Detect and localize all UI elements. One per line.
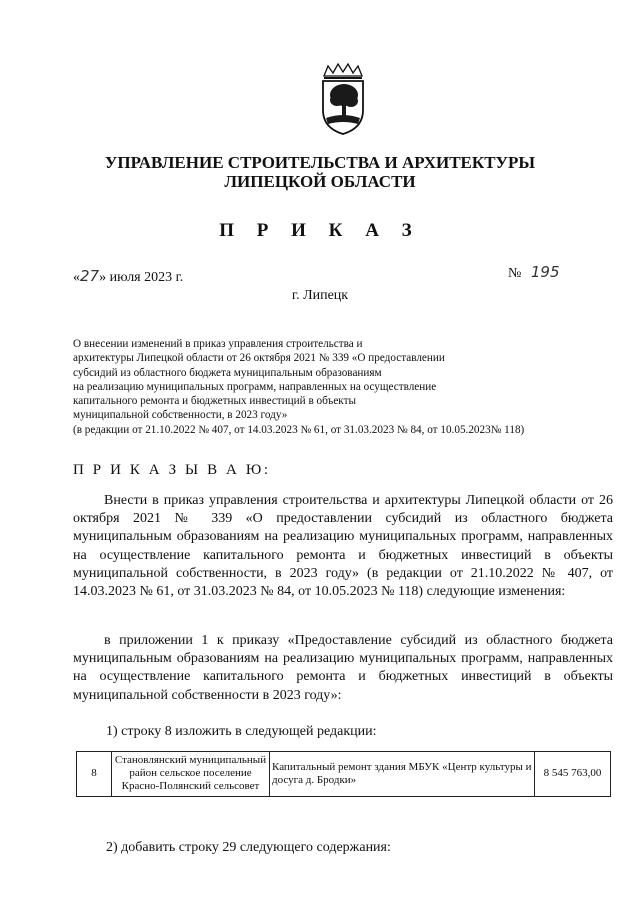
list-item-1: 1) строку 8 изложить в следующей редакции:: [106, 724, 377, 739]
date-month-year: » июля 2023 г.: [99, 270, 184, 285]
subject-line: капитального ремонта и бюджетных инвестиций в объекты: [73, 395, 356, 408]
coat-of-arms: [318, 62, 368, 136]
paragraph-appendix: в приложении 1 к приказу «Предоставление субсидий из областного бюджета муниципальным образованиям на реализацию муниципальных программ, направленных на осуществление капитального ремонта и бюджетных инвестиций в объекты муниципальной собственности в 2023 году»:: [73, 633, 613, 703]
list-item-2: 2) добавить строку 29 следующего содержания:: [106, 840, 391, 855]
date-day-handwritten: 27: [80, 267, 100, 285]
city: г. Липецк: [291, 288, 349, 303]
municipality-cell: Становлянский муниципальный район сельское поселение Красно-Полянский сельсовет: [112, 752, 270, 797]
subject-line: муниципальной собственности, в 2023 году»: [73, 409, 288, 422]
paragraph-main: Внести в приказ управления строительства и архитектуры Липецкой области от 26 октября 2021 № 339 «О предоставлении субсидий из областного бюджета муниципальным образованиям на реализацию муниципальных программ, направленных на осуществление капитального ремонта и бюджетных инвестиций в объекты муниципальной собственности, в 2023 году» (в редакции от 21.10.2022 № 407, от 14.03.2023 № 61, от 31.03.2023 № 84, от 10.05.2023 № 118) следующие изменения:: [73, 493, 613, 600]
amount-cell: 8 545 763,00: [535, 752, 611, 797]
table-row: [77, 752, 611, 797]
organization-name-line2: ЛИПЕЦКОЙ ОБЛАСТИ: [224, 172, 416, 191]
subject-line: на реализацию муниципальных программ, направленных на осуществление: [73, 380, 437, 393]
number-value-handwritten: 195: [530, 263, 560, 281]
document-title: П Р И К А З: [219, 220, 421, 241]
row-number: 8: [77, 752, 112, 797]
order-date: [73, 267, 183, 286]
subject-line: субсидий из областного бюджета муниципальным образованиям: [73, 366, 382, 379]
subject-line: О внесении изменений в приказ управления строительства и: [73, 338, 363, 350]
order-number: [508, 263, 560, 282]
order-subject: [73, 337, 613, 437]
lipetsk-coat-of-arms-icon: [318, 62, 368, 136]
organization-name-line1: УПРАВЛЕНИЕ СТРОИТЕЛЬСТВА И АРХИТЕКТУРЫ: [104, 153, 536, 172]
date-open-quote: «: [73, 270, 80, 285]
subsidy-table: [76, 751, 611, 797]
subject-line: (в редакции от 21.10.2022 № 407, от 14.03.2023 № 61, от 31.03.2023 № 84, от 10.05.2023№ 118): [73, 423, 525, 436]
order-directive-heading: П Р И К А З Ы В А Ю:: [73, 462, 271, 478]
object-cell: Капитальный ремонт здания МБУК «Центр культуры и досуга д. Бродки»: [270, 752, 535, 797]
number-label: №: [508, 266, 522, 281]
subject-line: архитектуры Липецкой области от 26 октября 2021 № 339 «О предоставлении: [73, 352, 445, 365]
